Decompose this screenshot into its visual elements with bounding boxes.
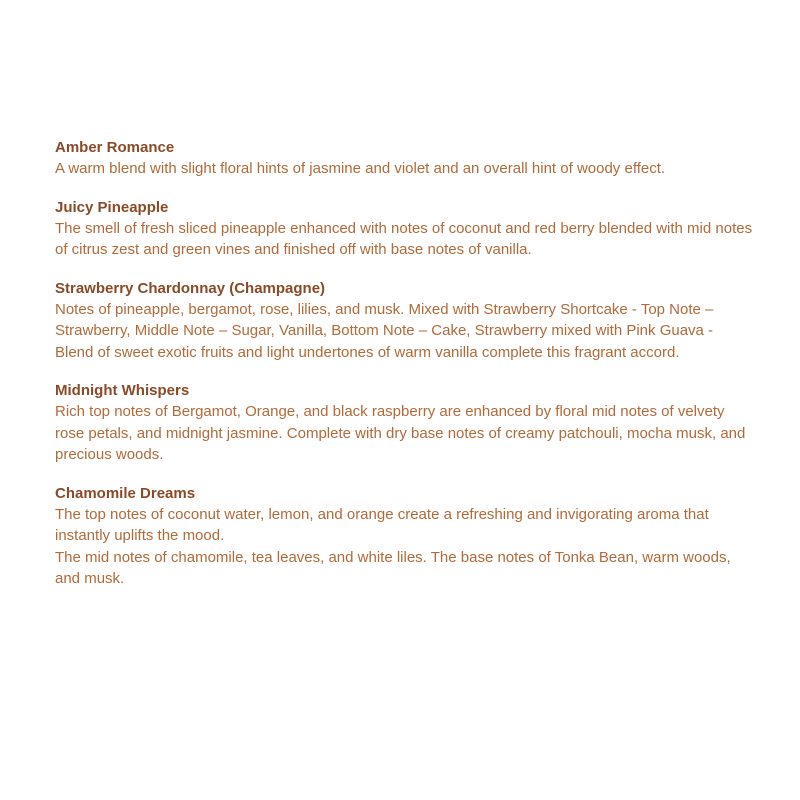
scent-entry-strawberry-chardonnay	[55, 279, 755, 364]
scent-title: Amber Romance	[55, 139, 175, 156]
scent-title: Juicy Pineapple	[55, 198, 169, 216]
scent-description	[55, 218, 755, 261]
scent-entry-juicy-pineapple	[55, 198, 755, 261]
scent-description	[55, 401, 755, 466]
scent-title: Chamomile Dreams	[55, 484, 196, 502]
scent-description	[55, 299, 755, 364]
scent-description	[55, 504, 755, 590]
scent-paragraph: Notes of pineapple, bergamot, rose, lilies, and musk. Mixed with Strawberry Shortcake - Top Note – Strawberry, Middle Note – Sugar, Vanilla, Bottom Note – Cake, Strawberry mixed with Pink Guava - Blend of sweet exotic fruits and light undertones of warm vanilla complete this fragrant accord.	[55, 300, 714, 361]
scent-paragraph: The smell of fresh sliced pineapple enhanced with notes of coconut and red berry blended with mid notes of citrus zest and green vines and finished off with base notes of vanilla.	[55, 219, 753, 258]
scent-paragraph: The top notes of coconut water, lemon, and orange create a refreshing and invigorating aroma that instantly uplifts the mood.	[55, 505, 709, 544]
scent-paragraph: The mid notes of chamomile, tea leaves, and white liles. The base notes of Tonka Bean, warm woods, and musk.	[55, 548, 731, 587]
scent-list	[55, 138, 755, 608]
scent-paragraph: A warm blend with slight floral hints of jasmine and violet and an overall hint of woody effect.	[55, 160, 666, 177]
scent-title: Strawberry Chardonnay (Champagne)	[55, 279, 326, 297]
scent-entry-midnight-whispers	[55, 381, 755, 466]
scent-entry-chamomile-dreams	[55, 484, 755, 590]
scent-entry-amber-romance	[55, 138, 755, 180]
scent-title: Midnight Whispers	[55, 382, 190, 399]
scent-description	[55, 158, 755, 180]
scent-paragraph: Rich top notes of Bergamot, Orange, and black raspberry are enhanced by floral mid notes of velvety rose petals, and midnight jasmine. Complete with dry base notes of creamy patchouli, mocha musk, and precious woods.	[55, 403, 746, 463]
